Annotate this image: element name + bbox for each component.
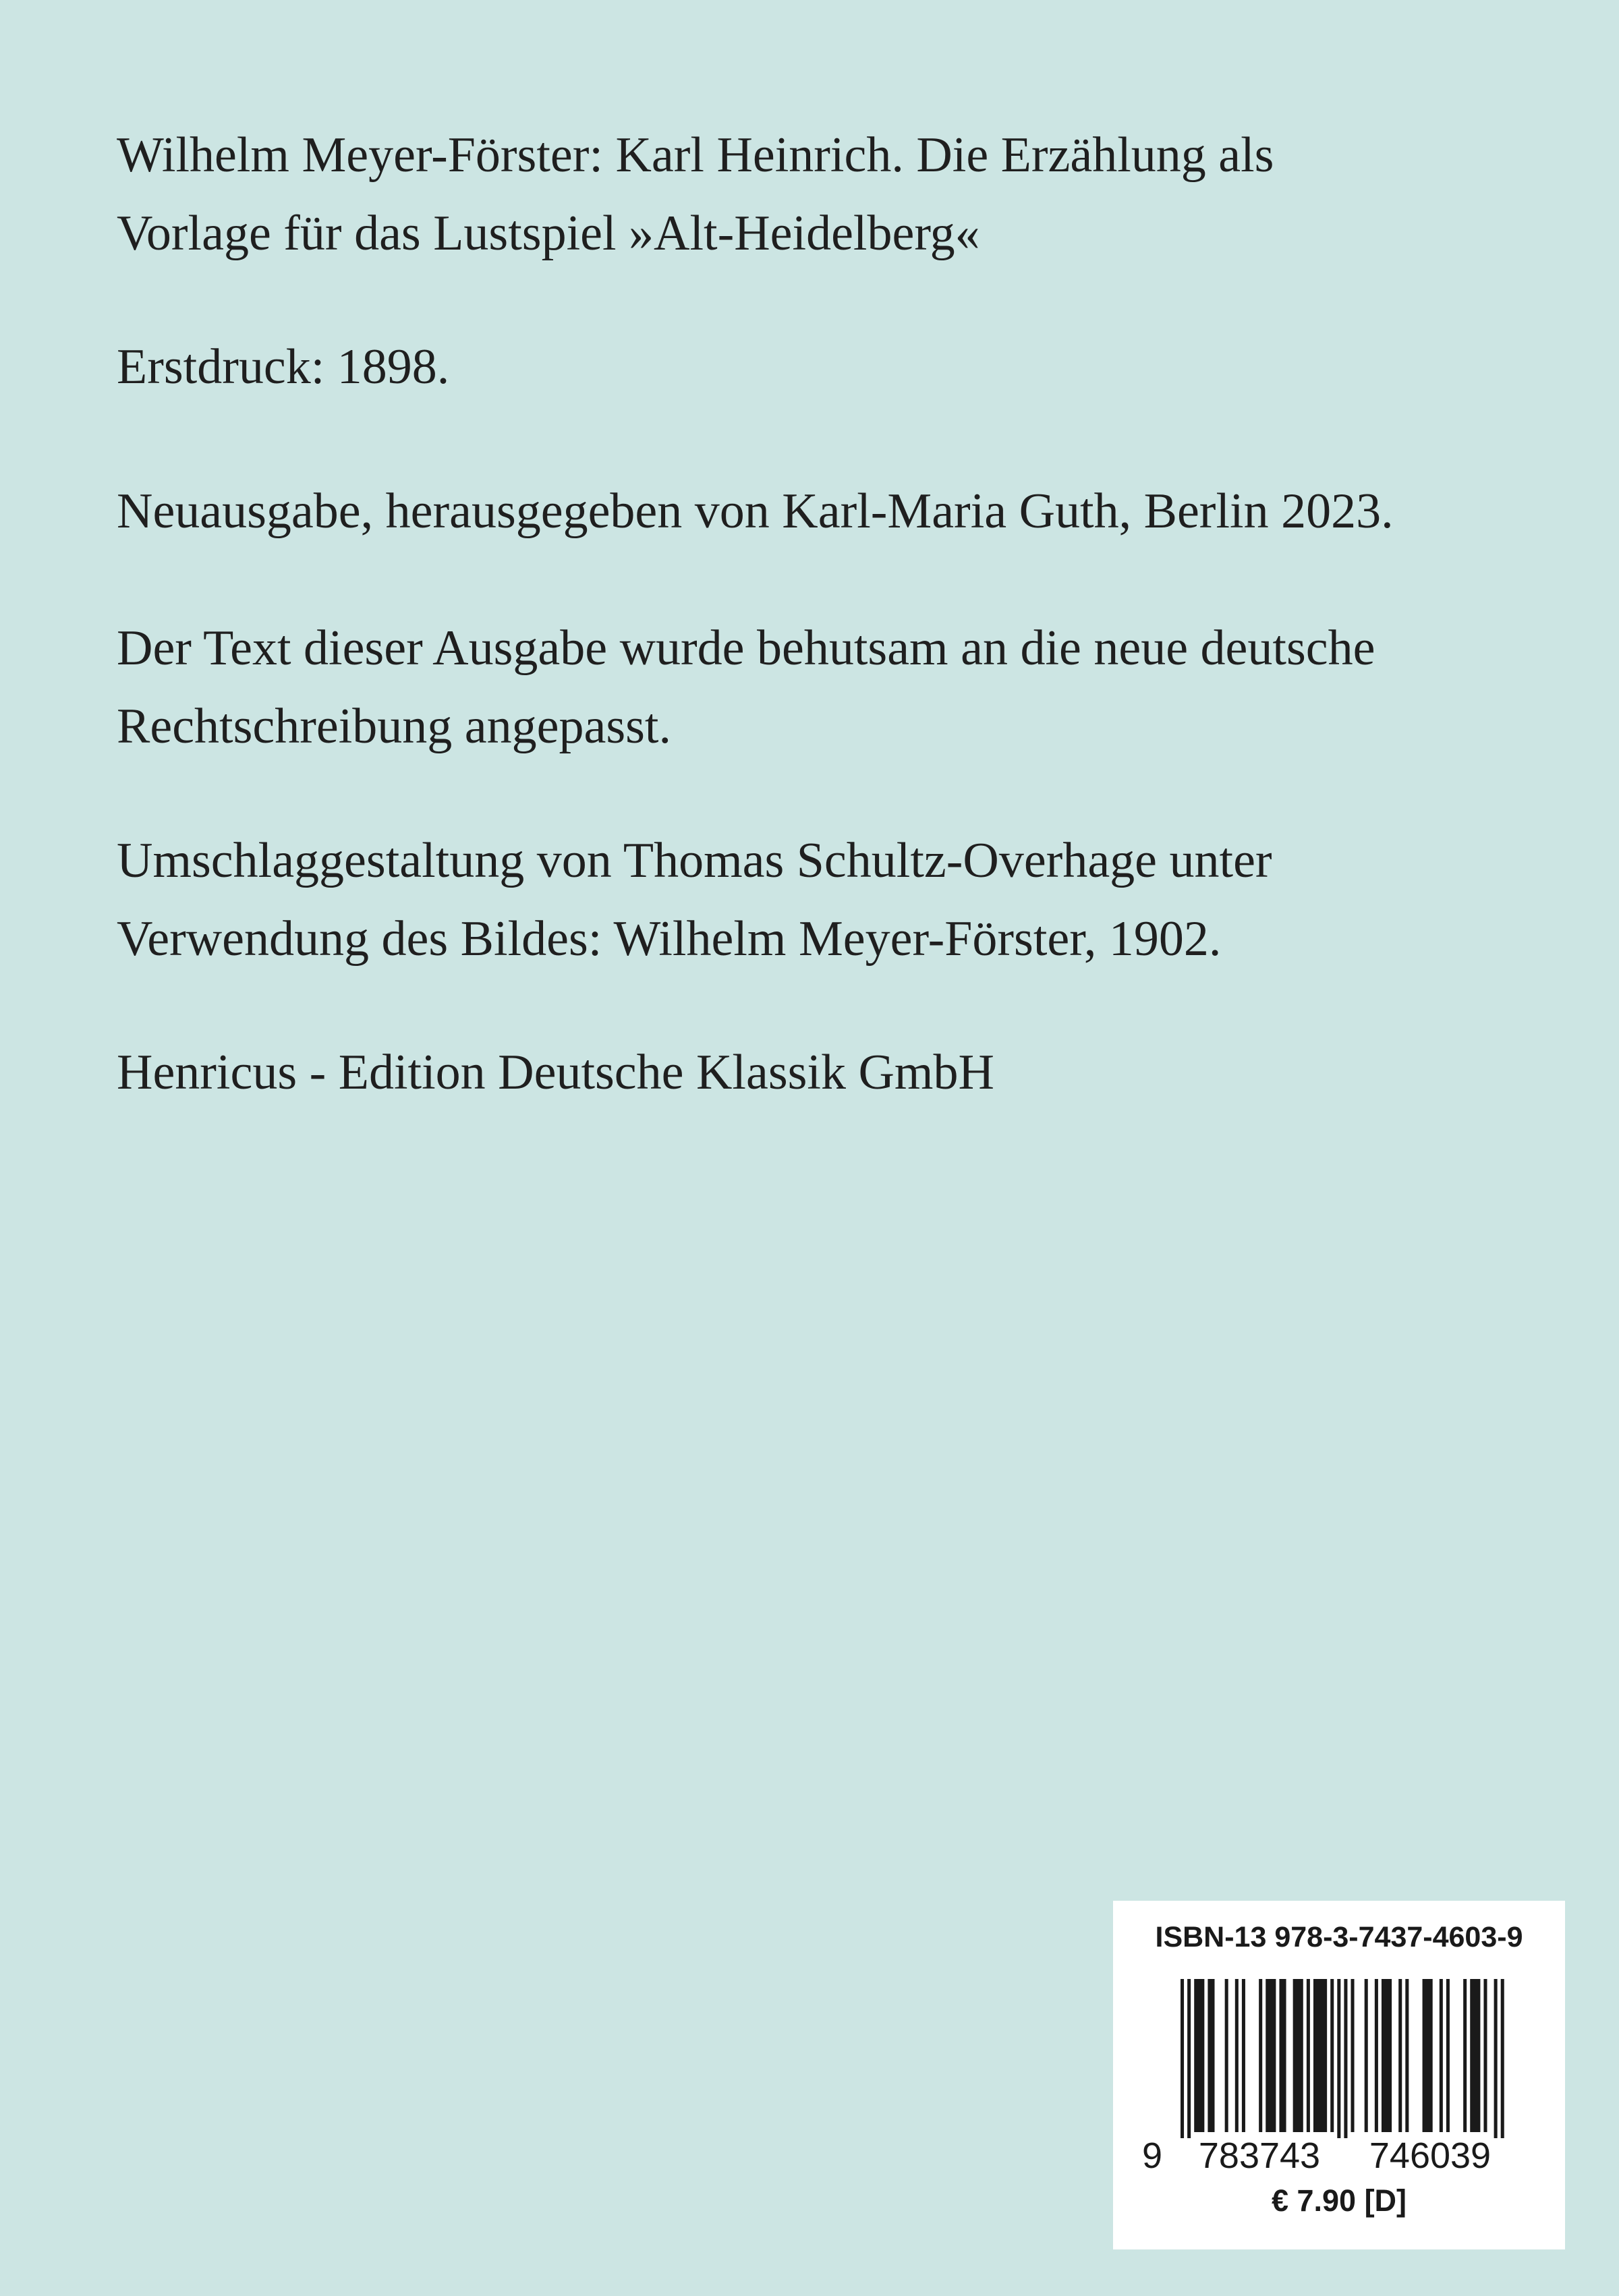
barcode-bar xyxy=(1440,1979,1443,2132)
imprint-title: Wilhelm Meyer-Förster: Karl Heinrich. Die Erzählung als Vorlage für das Lustspiel »Alt-Heidelberg« xyxy=(117,127,1274,261)
barcode-first-digit: 9 xyxy=(1141,2135,1163,2176)
barcode-bar xyxy=(1365,1979,1368,2132)
imprint-new-edition: Neuausgabe, herausgegeben von Karl-Maria Guth, Berlin 2023. xyxy=(117,484,1394,539)
barcode-bars xyxy=(1181,1979,1504,2138)
barcode-bar xyxy=(1330,1979,1334,2132)
barcode-bar xyxy=(1194,1979,1204,2132)
barcode-bar xyxy=(1398,1979,1402,2132)
barcode-bar xyxy=(1501,1979,1504,2138)
barcode-bar xyxy=(1494,1979,1498,2138)
barcode-bar xyxy=(1423,1979,1433,2132)
barcode-bar xyxy=(1344,1979,1347,2138)
barcode-bar xyxy=(1259,1979,1262,2132)
imprint-text-note: Der Text dieser Ausgabe wurde behutsam an die neue deutsche Rechtschreibung angepasst. xyxy=(117,621,1375,754)
imprint-cover-credit: Umschlaggestaltung von Thomas Schultz-Overhage unter Verwendung des Bildes: Wilhelm Meyer-Förster, 1902. xyxy=(117,833,1272,967)
barcode-bar xyxy=(1225,1979,1228,2132)
isbn-number: ISBN-13 978-3-7437-4603-9 xyxy=(1155,1921,1523,1953)
barcode-bar xyxy=(1208,1979,1214,2132)
barcode-bar xyxy=(1405,1979,1409,2132)
barcode-bar xyxy=(1242,1979,1245,2132)
barcode-bar xyxy=(1470,1979,1480,2132)
barcode-bar xyxy=(1307,1979,1310,2132)
barcode-bar xyxy=(1181,1979,1184,2138)
barcode-left-digits: 783743 xyxy=(1198,2135,1321,2176)
barcode-bar xyxy=(1266,1979,1276,2132)
barcode-bar xyxy=(1382,1979,1392,2132)
barcode-bar xyxy=(1375,1979,1378,2132)
barcode-bar xyxy=(1293,1979,1303,2132)
barcode-bar xyxy=(1187,1979,1191,2138)
imprint-publisher: Henricus - Edition Deutsche Klassik GmbH xyxy=(117,1045,994,1100)
barcode-bar xyxy=(1463,1979,1467,2132)
barcode-bar xyxy=(1337,1979,1340,2138)
imprint-first-print: Erstdruck: 1898. xyxy=(117,339,450,395)
barcode-bar xyxy=(1235,1979,1239,2132)
barcode-bar xyxy=(1483,1979,1487,2132)
barcode-bar xyxy=(1446,1979,1450,2132)
barcode-bar xyxy=(1351,1979,1355,2132)
barcode-bar xyxy=(1313,1979,1327,2132)
isbn-barcode-label xyxy=(1113,1901,1565,2249)
barcode-right-digits: 746039 xyxy=(1369,2135,1492,2176)
price: € 7.90 [D] xyxy=(1271,2183,1407,2218)
barcode-bar xyxy=(1279,1979,1286,2132)
